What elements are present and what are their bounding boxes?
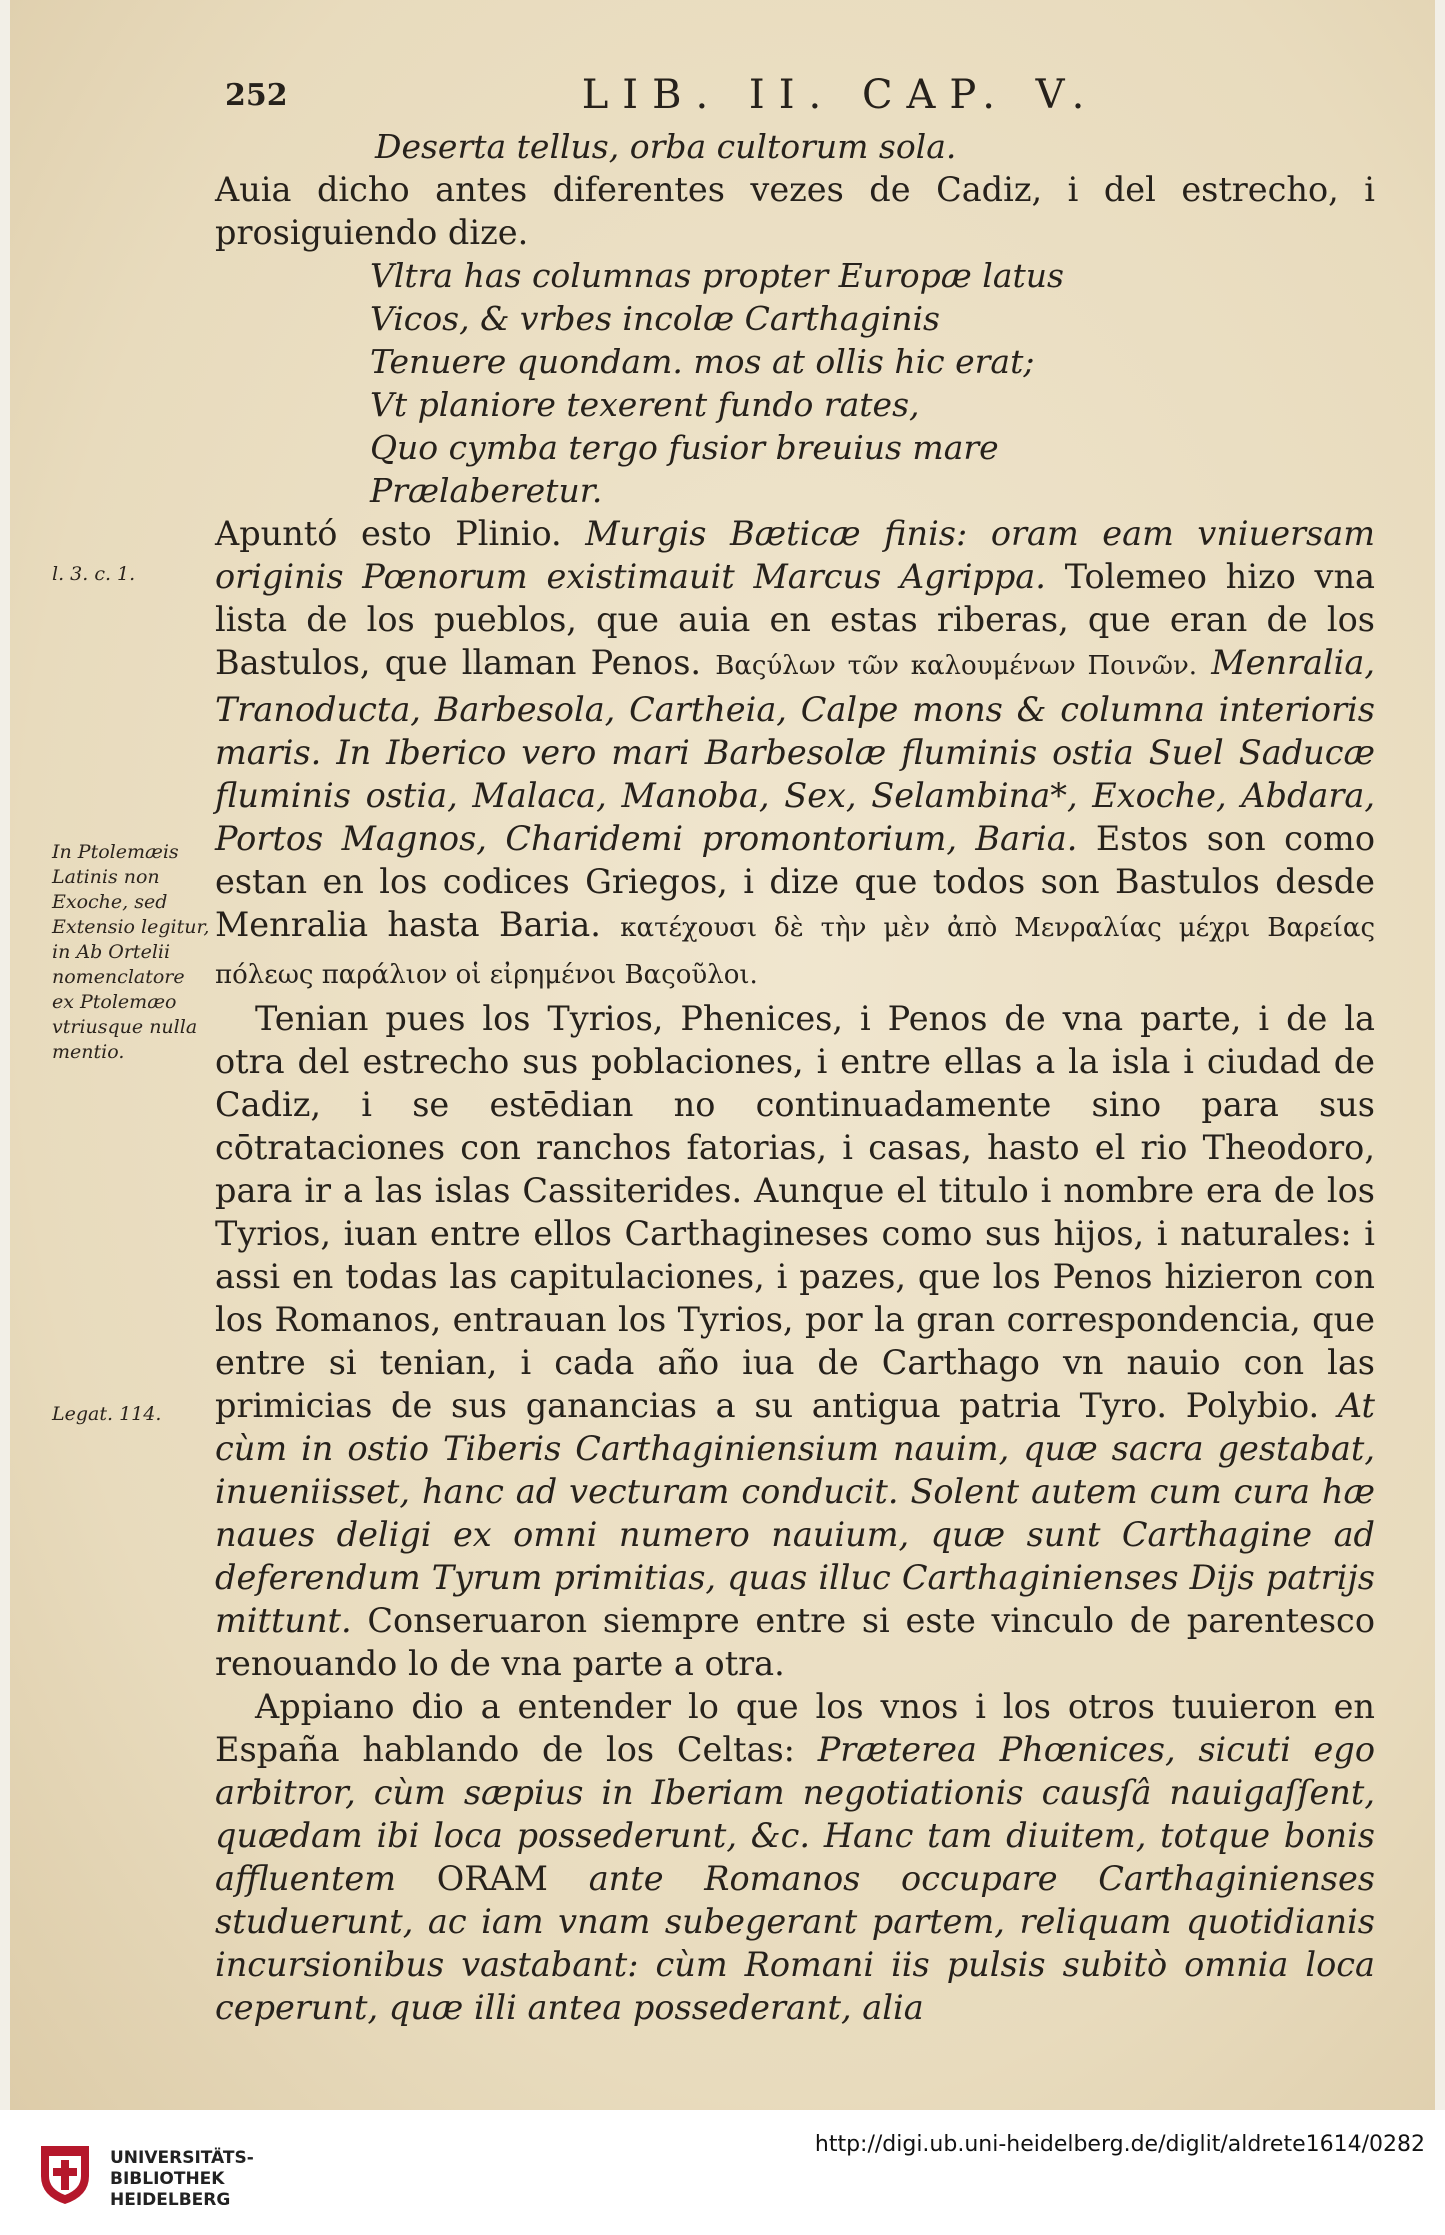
greek-quote: κατέχουσι δὲ τὴν μὲν ἀπὸ Μενραλίας μέχρι Βαρείας πόλεως παράλιον οἱ εἰρημένοι Βαςοῦλοι.	[215, 913, 1376, 990]
text-run: Estos son como estan en los codices Griegos, i dize que todos son Bastulos desde Menralia hasta Baria.	[215, 819, 1375, 944]
text-run: Apuntó esto Plinio.	[215, 514, 562, 553]
latin-quote: Menralia, Tranoducta, Barbesola, Cartheia, Calpe mons & columna interioris maris. In Iberico vero mari Barbesolæ fluminis ostia Suel Saducæ fluminis ostia, Malaca, Manoba, Sex, Selambina*, Exoche, Abdara, Portos Magnos, Charidemi promontorium, Baria.	[215, 643, 1376, 858]
library-name-line: UNIVERSITÄTS-	[110, 2148, 254, 2168]
paragraph-1: Auia dicho antes diferentes vezes de Cadiz, i del estrecho, i prosiguiendo dize.	[215, 170, 1375, 252]
text-run: Conseruaron siempre entre si este vinculo de parentesco renouando lo de vna parte a otra.	[215, 1601, 1375, 1683]
margin-note-3: Legat. 114.	[52, 1403, 162, 1425]
text-run: Appiano dio a entender lo que los vnos i los otros tuuieron en España hablando de los Celtas:	[215, 1687, 1375, 1769]
verse-line: Tenuere quondam. mos at ollis hic erat;	[370, 342, 1035, 381]
paragraph-3	[215, 997, 1375, 1685]
paragraph-2	[215, 512, 1375, 997]
latin-quote: ante Romanos occupare Carthaginienses studuerunt, ac iam vnam subegerant partem, reliquam quotidianis incursionibus vastabant: cùm Romani iis pulsis subitò omnia loca ceperunt, quæ illi antea possederant, alia	[215, 1859, 1375, 2027]
library-name-line: BIBLIOTHEK	[110, 2169, 225, 2189]
paragraph-4	[215, 1685, 1375, 2029]
verse-line: Vltra has columnas propter Europæ latus	[370, 256, 1064, 295]
latin-quote: Præterea Phœnices, sicuti ego arbitror, cùm sæpius in Iberiam negotiationis causſâ nauigaſſent, quædam ibi loca possederunt, &c. Hanc tam diuitem, totque bonis affluentem	[215, 1730, 1375, 1898]
library-name	[110, 2148, 254, 2211]
verse-line: Vicos, & vrbes incolæ Carthaginis	[370, 299, 940, 338]
verse-title: Deserta tellus, orba cultorum sola.	[375, 127, 957, 166]
latin-quote: Murgis Bæticæ finis: oram eam vniuersam originis Pœnorum existimauit Marcus Agrippa.	[215, 514, 1375, 596]
text-run: Tolemeo hizo vna lista de los pueblos, que auia en estas riberas, que eran de los Bastulos, que llaman Penos.	[215, 557, 1375, 682]
source-url[interactable]: http://digi.ub.uni-heidelberg.de/diglit/aldrete1614/0282	[814, 2132, 1425, 2157]
text-run: Tenian pues los Tyrios, Phenices, i Penos de vna parte, i de la otra del estrecho sus poblaciones, i entre ellas a la isla i ciudad de Cadiz, i se estēdian no continuadamente sino para sus cōtrataciones con ranchos fatorias, i casas, hasto el rio Theodoro, para ir a las islas Cassiterides. Aunque el titulo i nombre era de los Tyrios, iuan entre ellos Carthagineses como sus hijos, i naturales: i assi en todas las capitulaciones, i pazes, que los Penos hizieron con los Romanos, entrauan los Tyrios, por la gran correspondencia, que entre si tenian, i cada año iua de Carthago vn nauio con las primicias de sus ganancias a su antigua patria Tyro. Polybio.	[215, 999, 1375, 1425]
latin-quote: At cùm in ostio Tiberis Carthaginiensium nauim, quæ sacra gestabat, inueniisset, hanc ad vecturam conducit. Solent autem cum cura hæ naues deligi ex omni numero nauium, quæ sunt Carthagine ad deferendum Tyrum primitias, quas illuc Carthaginienses Dijs patrijs mittunt.	[215, 1386, 1375, 1640]
margin-note-2: In Ptolemæis Latinis non Exoche, sed Extensio legitur, in Ab Ortelii nomenclatore ex Ptolemæo vtriusque nulla mentio.	[52, 841, 210, 1063]
library-name-line: HEIDELBERG	[110, 2190, 231, 2210]
margin-note-1: l. 3. c. 1.	[52, 563, 136, 585]
viewer-footer	[0, 2110, 1445, 2235]
running-head: LIB. II. CAP. V.	[581, 72, 1099, 118]
verse-block	[215, 254, 1375, 512]
page-number: 252	[225, 77, 288, 113]
book-page	[10, 0, 1435, 2110]
verse-line: Vt planiore texerent fundo rates,	[370, 385, 920, 424]
university-seal-icon	[35, 2142, 95, 2206]
verse-line: Prælaberetur.	[370, 471, 603, 510]
verse-line: Quo cymba tergo fusior breuius mare	[370, 428, 999, 467]
text-run: ORAM	[436, 1859, 548, 1898]
greek-quote: Βαςύλων τῶν καλουμένων Ποινῶν.	[715, 651, 1198, 681]
main-text	[215, 125, 1375, 2029]
page-header	[225, 70, 1315, 120]
